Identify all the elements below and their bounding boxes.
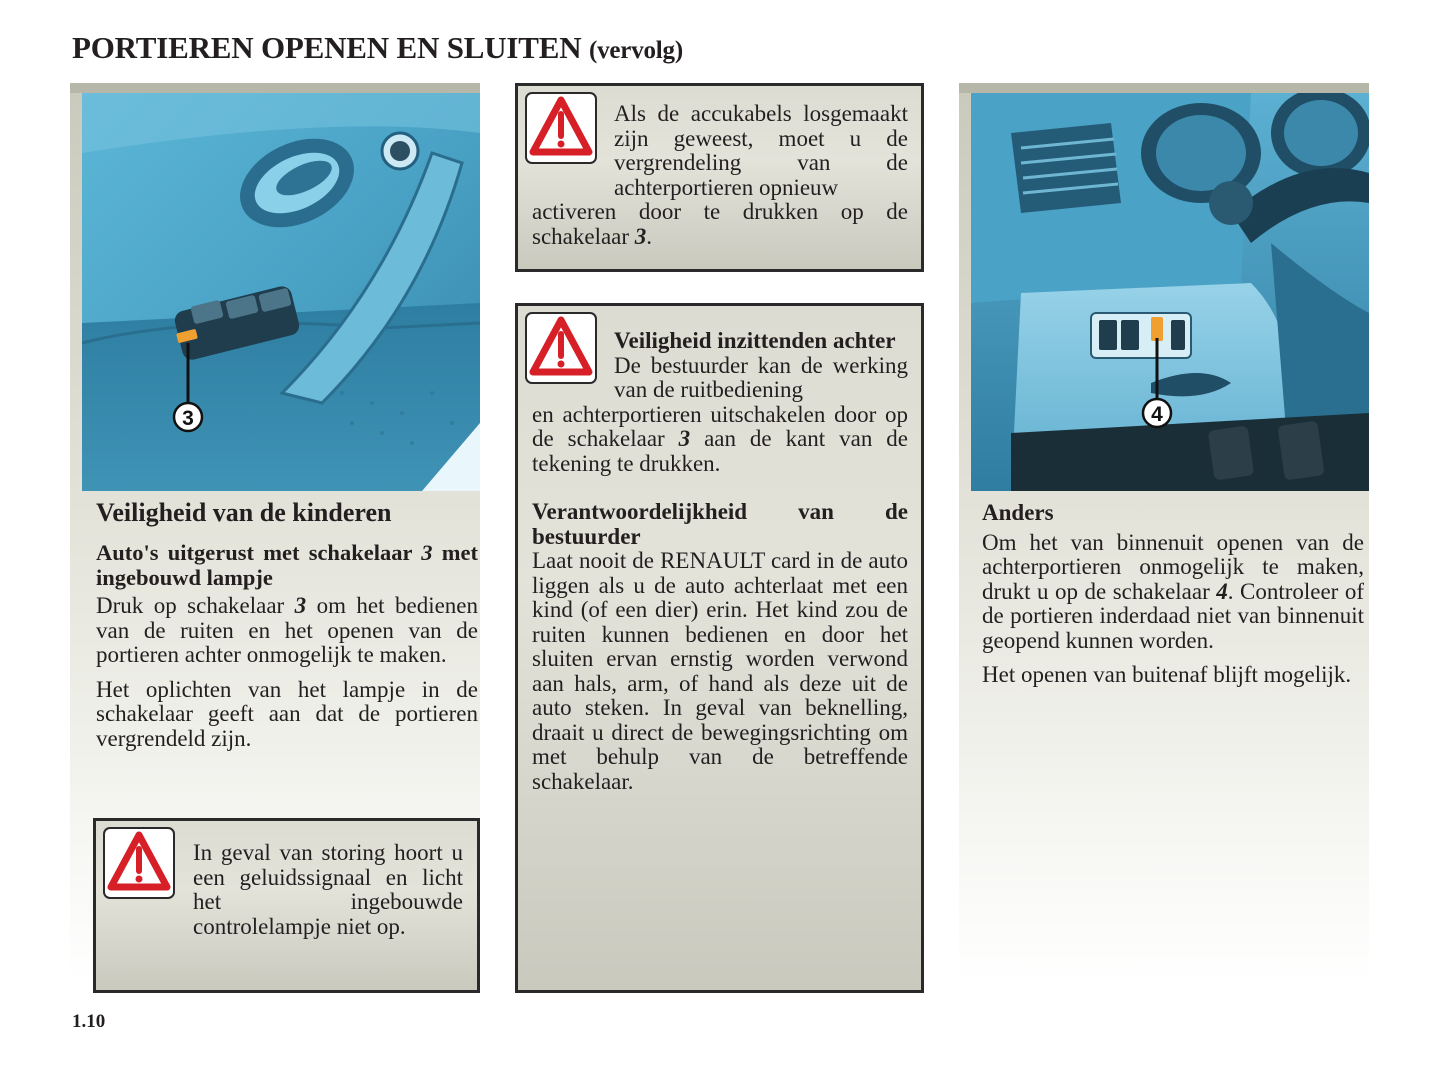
paragraph-driver-responsibility: Laat nooit de RENAULT card in de auto liggen als u de auto achterlaat met een kind (of een dier) erin. Het kind zou de ruiten kunnen bedienen en door het sluiten ervan ernstig worden verwond aan hals, arm, of hand als deze uit de auto steken. In geval van beknelling, draait u direct de bewegingsrichting om met behulp van de betreffende schakelaar. [532,548,908,794]
right-text [982,501,1364,698]
warning-battery-text: Als de accukabels losgemaakt zijn geweest, moet u de vergrendeling van de achterportieren opnieuw activeren door te drukken op de schakelaar 3. [532,101,908,249]
dashboard-photo [971,93,1369,491]
page-title-suffix: (vervolg) [588,37,683,64]
callout-3-label: 3 [182,407,194,430]
right-column [959,83,1369,983]
warning-box-fault [93,818,480,993]
section-heading-other: Anders [982,500,1054,525]
paragraph-other-1: Om het van binnenuit openen van de achterportieren onmogelijk te maken, drukt u op de schakelaar 4. Controleer of de portieren inderdaad niet van binnenuit geopend kunnen worden. [982,529,1364,653]
callout-4-label: 4 [1151,403,1163,426]
section-heading-children: Veiligheid van de kinderen [96,498,392,527]
page-title-main: PORTIEREN OPENEN EN SLUITEN [72,30,582,65]
warning-fault-text: In geval van storing hoort u een geluidssignaal en licht het ingebouwde controlelampje niet op. [193,840,463,939]
door-panel-photo [82,93,480,491]
left-text [96,499,478,761]
warning-box-passengers [515,303,924,993]
paragraph-other-2: Het openen van buitenaf blijft mogelijk. [982,662,1352,687]
paragraph-children-1: Druk op schakelaar 3 om het bedienen van de ruiten en het openen van de portieren achter onmogelijk te maken. [96,593,478,667]
warning-passengers-text: Veiligheid inzittenden achter De bestuurder kan de werking van de ruitbediening en achterportieren uitschakelen door op de schakelaar 3 aan de kant van de tekening te drukken. Verantwoordelijkheid van de bestuurder Laat nooit de RENAULT card in de auto liggen als u de auto achterlaat met een kind (of een dier) erin. Het kind zou de ruiten kunnen bedienen en door het sluiten ervan ernstig worden verwond aan hals, arm, of hand als deze uit de auto steken. In geval van beknelling, draait u direct de bewegingsrichting om met behulp van de betreffende schakelaar. [532,328,908,794]
heading-driver-responsibility: Verantwoordelijkheid van de bestuurder [532,499,908,549]
heading-passenger-safety: Veiligheid inzittenden achter [614,328,896,353]
warning-box-battery [515,83,924,272]
warning-triangle-icon [103,827,175,899]
page-title [72,30,683,66]
paragraph-children-2: Het oplichten van het lampje in de schakelaar geeft aan dat de portieren vergrendeld zijn. [96,676,478,751]
page-number: 1.10 [72,1011,106,1032]
subheading-switch: Auto's uitgerust met schakelaar 3 met ingebouwd lampje [96,540,478,590]
